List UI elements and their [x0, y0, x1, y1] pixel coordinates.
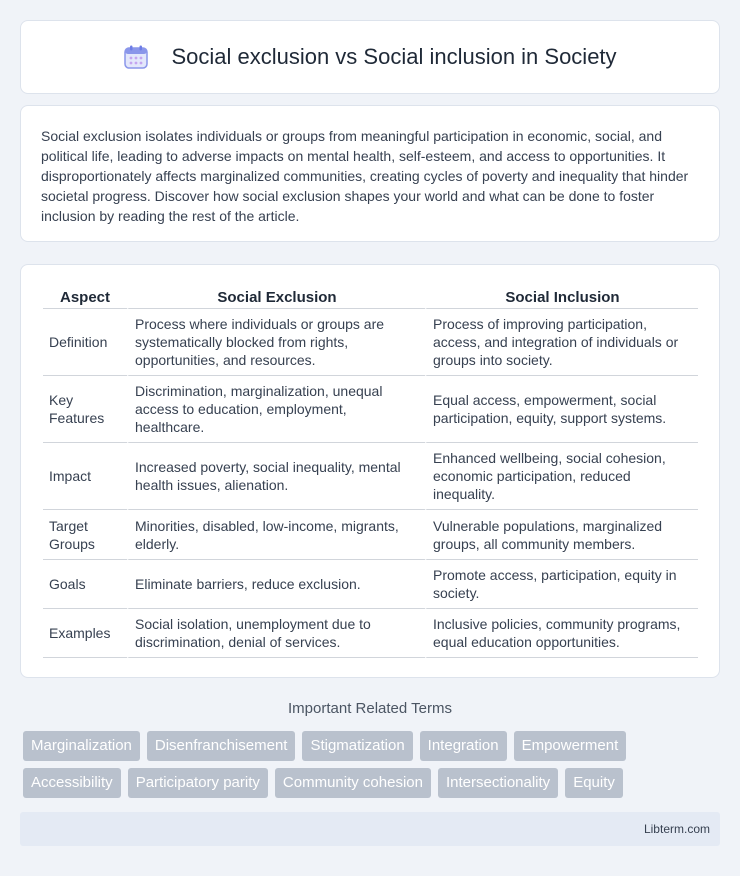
- calendar-icon: [123, 44, 149, 70]
- tag-participatory-parity[interactable]: Participatory parity: [128, 768, 268, 798]
- table-row: [43, 560, 698, 609]
- header-social-exclusion: Social Exclusion: [127, 285, 425, 309]
- comparison-card: [20, 264, 720, 678]
- row-inclusion: Enhanced wellbeing, social cohesion, economic participation, reduced inequality.: [425, 443, 698, 510]
- intro-card: [20, 105, 720, 242]
- table-row: [43, 510, 698, 560]
- tag-equity[interactable]: Equity: [565, 768, 623, 798]
- table-row: [43, 443, 698, 510]
- row-aspect: Key Features: [43, 376, 127, 443]
- tag-empowerment[interactable]: Empowerment: [514, 731, 627, 761]
- tag-intersectionality[interactable]: Intersectionality: [438, 768, 558, 798]
- row-inclusion: Inclusive policies, community programs, equal education opportunities.: [425, 609, 698, 658]
- tag-row: [23, 731, 723, 761]
- tag-marginalization[interactable]: Marginalization: [23, 731, 140, 761]
- related-terms-title: Important Related Terms: [288, 700, 452, 717]
- footer: [20, 812, 720, 846]
- table-header-row: [43, 285, 698, 309]
- row-exclusion: Eliminate barriers, reduce exclusion.: [127, 560, 425, 609]
- row-exclusion: Minorities, disabled, low-income, migrants, elderly.: [127, 510, 425, 560]
- tag-stigmatization[interactable]: Stigmatization: [302, 731, 412, 761]
- table-row: [43, 376, 698, 443]
- header-aspect: Aspect: [43, 285, 127, 309]
- row-exclusion: Discrimination, marginalization, unequal access to education, employment, healthcare.: [127, 376, 425, 443]
- tag-integration[interactable]: Integration: [420, 731, 507, 761]
- row-exclusion: Increased poverty, social inequality, mental health issues, alienation.: [127, 443, 425, 510]
- table-row: [43, 609, 698, 658]
- row-exclusion: Process where individuals or groups are systematically blocked from rights, opportunities, and resources.: [127, 309, 425, 376]
- row-aspect: Examples: [43, 609, 127, 658]
- row-aspect: Target Groups: [43, 510, 127, 560]
- row-inclusion: Equal access, empowerment, social participation, equity, support systems.: [425, 376, 698, 443]
- footer-brand-link[interactable]: Libterm.com: [643, 822, 710, 836]
- row-inclusion: Promote access, participation, equity in society.: [425, 560, 698, 609]
- row-aspect: Goals: [43, 560, 127, 609]
- comparison-table: [43, 285, 698, 658]
- header-social-inclusion: Social Inclusion: [425, 285, 698, 309]
- page-title: Social exclusion vs Social inclusion in Society: [171, 44, 617, 69]
- row-aspect: Impact: [43, 443, 127, 510]
- intro-paragraph: Social exclusion isolates individuals or groups from meaningful participation in economic, social, and political life, leading to adverse impacts on mental health, self-esteem, and access to opportunities. It disproportionately affects marginalized communities, creating cycles of poverty and inequality that hinder societal progress. Discover how social exclusion shapes your world and what can be done to foster inclusion by reading the rest of the article.: [41, 128, 689, 224]
- tag-row: [23, 768, 723, 798]
- row-inclusion: Process of improving participation, access, and integration of individuals or groups into society.: [425, 309, 698, 376]
- tag-disenfranchisement[interactable]: Disenfranchisement: [147, 731, 296, 761]
- row-inclusion: Vulnerable populations, marginalized groups, all community members.: [425, 510, 698, 560]
- tag-accessibility[interactable]: Accessibility: [23, 768, 121, 798]
- title-card: [20, 20, 720, 94]
- row-exclusion: Social isolation, unemployment due to discrimination, denial of services.: [127, 609, 425, 658]
- tag-community-cohesion[interactable]: Community cohesion: [275, 768, 431, 798]
- table-row: [43, 309, 698, 376]
- related-terms-tags: [23, 731, 723, 805]
- row-aspect: Definition: [43, 309, 127, 376]
